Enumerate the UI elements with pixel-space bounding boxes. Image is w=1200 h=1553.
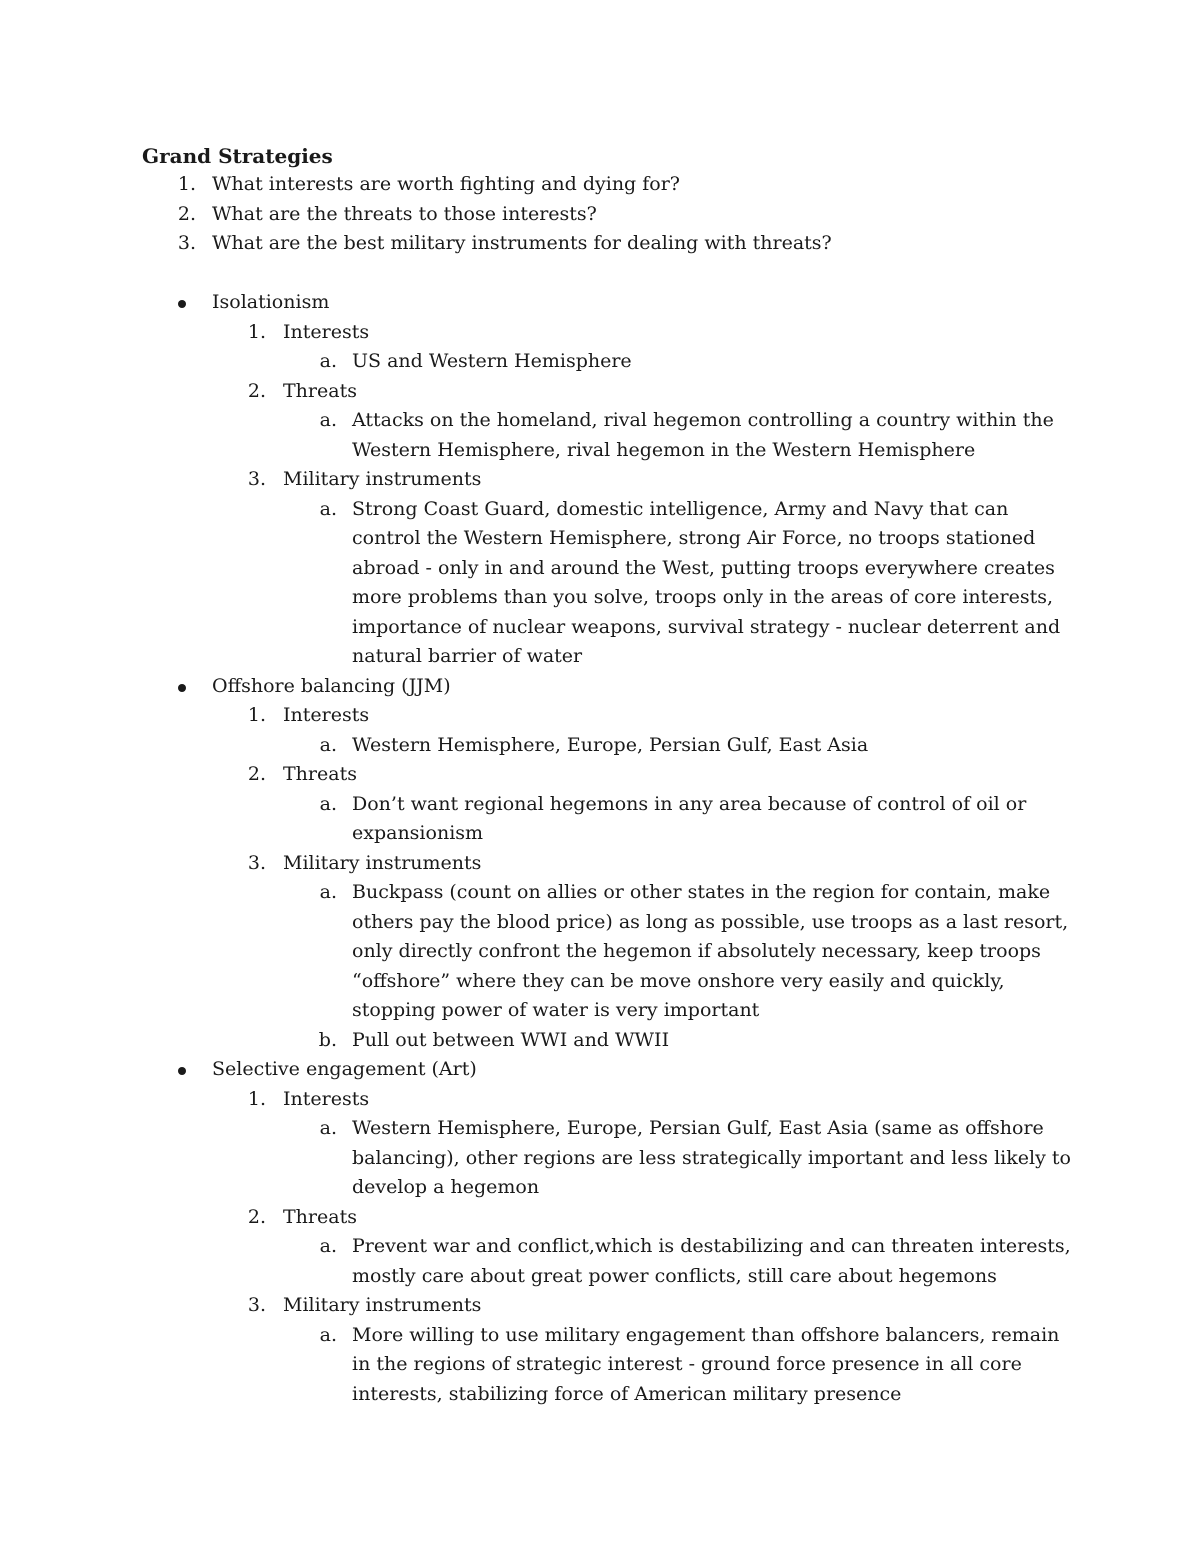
item-letter: a. [319, 350, 337, 372]
question-text: What are the best military instruments for dealing with threats? [212, 232, 832, 254]
item-letter: a. [319, 881, 337, 903]
item-text-line: Prevent war and conflict,which is destabilizing and can threaten interests, [352, 1235, 1071, 1257]
section-label: Military instruments [283, 468, 482, 490]
strategy-name: Offshore balancing (JJM) [212, 674, 451, 697]
section-number: 2. [247, 763, 266, 785]
item-text-line: Western Hemisphere, Europe, Persian Gulf, East Asia (same as offshore [352, 1117, 1044, 1139]
item-letter: a. [319, 792, 337, 815]
strategy-name: Isolationism [212, 291, 330, 313]
item-text-line: abroad - only in and around the West, putting troops everywhere creates [352, 556, 1055, 579]
item-text-line: importance of nuclear weapons, survival strategy - nuclear deterrent and [352, 615, 1061, 638]
question-text: What are the threats to those interests? [212, 202, 597, 225]
item-text-line: Don’t want regional hegemons in any area because of control of oil or [352, 792, 1027, 815]
section-label: Threats [283, 763, 357, 785]
section-label: Threats [283, 1205, 357, 1228]
item-letter: a. [319, 409, 337, 431]
section-number: 2. [247, 1205, 266, 1228]
section-number: 3. [247, 851, 266, 874]
item-text-line: develop a hegemon [352, 1176, 540, 1198]
section-label: Military instruments [283, 851, 482, 874]
section-label: Military instruments [283, 1294, 482, 1316]
item-text-line: stopping power of water is very important [352, 999, 760, 1021]
strategy-name: Selective engagement (Art) [212, 1058, 477, 1080]
section-label: Interests [283, 320, 370, 343]
section-number: 1. [247, 1087, 266, 1110]
question-number: 2. [177, 202, 196, 225]
item-letter: a. [319, 1235, 337, 1257]
item-text-line: others pay the blood price) as long as possible, use troops as a last resort, [352, 910, 1069, 933]
item-letter: a. [319, 733, 337, 756]
section-label: Interests [283, 1087, 370, 1110]
question-text: What interests are worth fighting and dying for? [212, 173, 680, 195]
question-number: 1. [177, 173, 196, 195]
item-text-line: in the regions of strategic interest - ground force presence in all core [352, 1353, 1022, 1375]
question-number: 3. [177, 232, 196, 254]
section-number: 2. [247, 379, 266, 402]
bullet-icon [178, 300, 186, 308]
item-text-line: natural barrier of water [352, 645, 583, 667]
item-text-line: US and Western Hemisphere [352, 350, 632, 372]
section-number: 1. [247, 320, 266, 343]
item-text-line: balancing), other regions are less strategically important and less likely to [352, 1146, 1071, 1169]
item-text-line: interests, stabilizing force of American military presence [352, 1382, 902, 1405]
section-number: 1. [247, 704, 266, 726]
item-text-line: Strong Coast Guard, domestic intelligence, Army and Navy that can [352, 497, 1009, 520]
document-title: Grand Strategies [142, 144, 333, 168]
section-number: 3. [247, 1294, 266, 1316]
section-label: Interests [283, 704, 370, 726]
item-text-line: Buckpass (count on allies or other states in the region for contain, make [352, 881, 1051, 903]
item-letter: b. [318, 1028, 337, 1051]
item-letter: a. [319, 1117, 337, 1139]
section-number: 3. [247, 468, 266, 490]
bullet-icon [178, 684, 186, 692]
item-text-line: Pull out between WWI and WWII [352, 1028, 670, 1051]
section-label: Threats [283, 379, 357, 402]
item-text-line: only directly confront the hegemon if absolutely necessary, keep troops [352, 940, 1041, 962]
item-text-line: mostly care about great power conflicts, still care about hegemons [352, 1264, 997, 1287]
item-letter: a. [319, 1323, 337, 1346]
item-text-line: “offshore” where they can be move onshore very easily and quickly, [352, 969, 1005, 992]
item-text-line: more problems than you solve, troops only in the areas of core interests, [352, 586, 1054, 608]
item-text-line: Attacks on the homeland, rival hegemon controlling a country within the [352, 409, 1054, 431]
item-text-line: More willing to use military engagement than offshore balancers, remain [352, 1323, 1060, 1346]
item-text-line: Western Hemisphere, rival hegemon in the Western Hemisphere [352, 438, 976, 461]
item-text-line: Western Hemisphere, Europe, Persian Gulf, East Asia [352, 733, 869, 756]
bullet-icon [178, 1067, 186, 1075]
item-letter: a. [319, 497, 337, 520]
item-text-line: control the Western Hemisphere, strong Air Force, no troops stationed [352, 527, 1036, 549]
item-text-line: expansionism [352, 822, 484, 844]
